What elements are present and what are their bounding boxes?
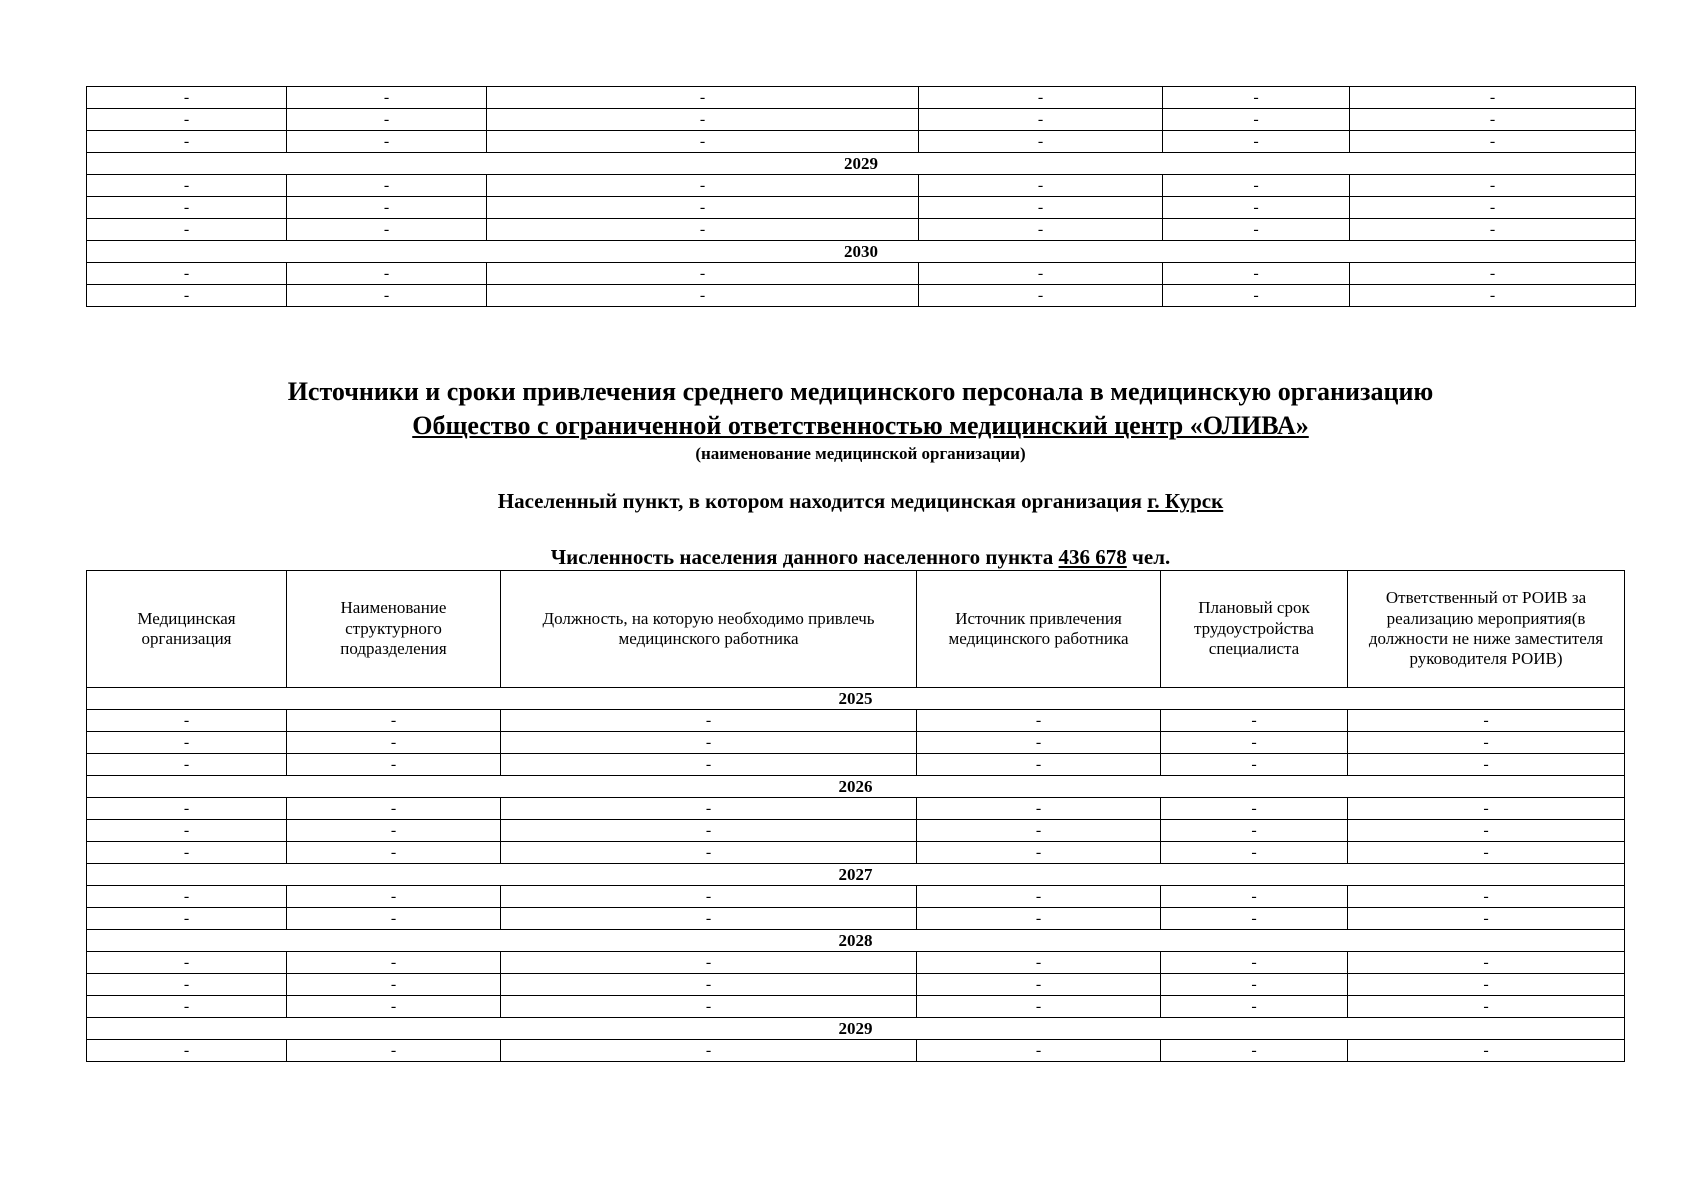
table-cell: - bbox=[1348, 1040, 1625, 1062]
table-cell: - bbox=[1161, 842, 1348, 864]
table-cell: - bbox=[501, 842, 917, 864]
table-cell: - bbox=[287, 87, 487, 109]
table-cell: - bbox=[917, 996, 1161, 1018]
table-row bbox=[87, 263, 1636, 285]
table-cell: - bbox=[87, 996, 287, 1018]
table-cell: - bbox=[917, 886, 1161, 908]
table-cell: - bbox=[287, 974, 501, 996]
table-cell: - bbox=[487, 219, 919, 241]
table-cell: - bbox=[501, 754, 917, 776]
year-label: 2026 bbox=[87, 776, 1625, 798]
table-cell: - bbox=[287, 754, 501, 776]
column-header-planned-date: Плановый срок трудоустройства специалиста bbox=[1161, 571, 1348, 688]
table-cell: - bbox=[287, 1040, 501, 1062]
table-cell: - bbox=[87, 1040, 287, 1062]
table-cell: - bbox=[287, 175, 487, 197]
table-cell: - bbox=[87, 798, 287, 820]
table-cell: - bbox=[501, 886, 917, 908]
table-cell: - bbox=[87, 285, 287, 307]
table-cell: - bbox=[87, 952, 287, 974]
table-row bbox=[87, 732, 1625, 754]
table-row bbox=[87, 109, 1636, 131]
table-cell: - bbox=[87, 732, 287, 754]
table-cell: - bbox=[919, 131, 1163, 153]
table-cell: - bbox=[919, 109, 1163, 131]
table-cell: - bbox=[287, 798, 501, 820]
table-cell: - bbox=[1350, 263, 1636, 285]
table-cell: - bbox=[287, 886, 501, 908]
column-header-subdivision: Наименование структурного подразделения bbox=[287, 571, 501, 688]
year-row bbox=[87, 241, 1636, 263]
organization-name: Общество с ограниченной ответственностью медицинский центр «ОЛИВА» bbox=[412, 411, 1309, 440]
table-cell: - bbox=[87, 908, 287, 930]
table-cell: - bbox=[1348, 710, 1625, 732]
table-row bbox=[87, 952, 1625, 974]
table-row bbox=[87, 710, 1625, 732]
year-label: 2029 bbox=[87, 153, 1636, 175]
locality-line bbox=[86, 489, 1635, 514]
table-cell: - bbox=[487, 197, 919, 219]
table-cell: - bbox=[87, 131, 287, 153]
table-cell: - bbox=[1161, 798, 1348, 820]
table-cell: - bbox=[1350, 285, 1636, 307]
table-cell: - bbox=[501, 908, 917, 930]
staffing-plan-table bbox=[86, 570, 1625, 1062]
table-cell: - bbox=[87, 197, 287, 219]
year-row bbox=[87, 1018, 1625, 1040]
table-cell: - bbox=[917, 710, 1161, 732]
table-cell: - bbox=[501, 798, 917, 820]
table-cell: - bbox=[1161, 908, 1348, 930]
table-cell: - bbox=[917, 974, 1161, 996]
year-label: 2030 bbox=[87, 241, 1636, 263]
table-cell: - bbox=[87, 219, 287, 241]
year-label: 2025 bbox=[87, 688, 1625, 710]
table-row bbox=[87, 842, 1625, 864]
year-row bbox=[87, 776, 1625, 798]
population-line bbox=[86, 545, 1635, 570]
table-cell: - bbox=[1350, 131, 1636, 153]
population-label: Численность населения данного населенного пункта bbox=[550, 545, 1059, 569]
table-cell: - bbox=[917, 842, 1161, 864]
table-row bbox=[87, 908, 1625, 930]
table-cell: - bbox=[487, 263, 919, 285]
table-cell: - bbox=[501, 710, 917, 732]
table-cell: - bbox=[1163, 131, 1350, 153]
table-cell: - bbox=[1163, 175, 1350, 197]
table-row bbox=[87, 996, 1625, 1018]
table-cell: - bbox=[87, 754, 287, 776]
table-cell: - bbox=[287, 109, 487, 131]
table-cell: - bbox=[1161, 710, 1348, 732]
table-cell: - bbox=[1348, 842, 1625, 864]
table-cell: - bbox=[287, 710, 501, 732]
table-cell: - bbox=[1348, 754, 1625, 776]
staffing-plan-table-body bbox=[87, 688, 1625, 1062]
table-cell: - bbox=[1348, 886, 1625, 908]
table-cell: - bbox=[87, 87, 287, 109]
table-header-row bbox=[87, 571, 1625, 688]
table-cell: - bbox=[1350, 87, 1636, 109]
table-row bbox=[87, 285, 1636, 307]
table-cell: - bbox=[87, 886, 287, 908]
table-cell: - bbox=[501, 974, 917, 996]
table-cell: - bbox=[1348, 996, 1625, 1018]
year-row bbox=[87, 153, 1636, 175]
table-cell: - bbox=[287, 732, 501, 754]
table-cell: - bbox=[1163, 109, 1350, 131]
table-row bbox=[87, 197, 1636, 219]
table-cell: - bbox=[1348, 820, 1625, 842]
table-cell: - bbox=[917, 952, 1161, 974]
table-cell: - bbox=[1163, 197, 1350, 219]
year-label: 2028 bbox=[87, 930, 1625, 952]
table-cell: - bbox=[917, 908, 1161, 930]
table-cell: - bbox=[501, 820, 917, 842]
table-cell: - bbox=[487, 87, 919, 109]
table-row bbox=[87, 754, 1625, 776]
column-header-responsible: Ответственный от РОИВ за реализацию мероприятия(в должности не ниже заместителя руководителя РОИВ) bbox=[1348, 571, 1625, 688]
table-cell: - bbox=[287, 197, 487, 219]
table-cell: - bbox=[1350, 219, 1636, 241]
table-cell: - bbox=[919, 175, 1163, 197]
locality-value: г. Курск bbox=[1147, 489, 1224, 513]
column-header-organization: Медицинская организация bbox=[87, 571, 287, 688]
document-title: Источники и сроки привлечения среднего медицинского персонала в медицинскую организацию bbox=[287, 377, 1434, 406]
year-label: 2027 bbox=[87, 864, 1625, 886]
table-cell: - bbox=[287, 285, 487, 307]
year-label: 2029 bbox=[87, 1018, 1625, 1040]
table-cell: - bbox=[919, 285, 1163, 307]
table-cell: - bbox=[287, 219, 487, 241]
table-cell: - bbox=[917, 754, 1161, 776]
table-row bbox=[87, 175, 1636, 197]
table-cell: - bbox=[1350, 175, 1636, 197]
table-cell: - bbox=[917, 1040, 1161, 1062]
table-cell: - bbox=[501, 732, 917, 754]
table-cell: - bbox=[501, 996, 917, 1018]
table-cell: - bbox=[287, 908, 501, 930]
table-cell: - bbox=[919, 263, 1163, 285]
table-cell: - bbox=[919, 87, 1163, 109]
table-cell: - bbox=[1163, 219, 1350, 241]
organization-caption: (наименование медицинской организации) bbox=[695, 444, 1026, 463]
table-cell: - bbox=[287, 952, 501, 974]
table-cell: - bbox=[287, 131, 487, 153]
table-cell: - bbox=[287, 263, 487, 285]
table-row bbox=[87, 131, 1636, 153]
table-cell: - bbox=[1348, 952, 1625, 974]
locality-label: Населенный пункт, в котором находится медицинская организация bbox=[497, 489, 1148, 513]
table-cell: - bbox=[1161, 974, 1348, 996]
table-cell: - bbox=[87, 109, 287, 131]
table-cell: - bbox=[1163, 87, 1350, 109]
table-cell: - bbox=[87, 842, 287, 864]
table-row bbox=[87, 1040, 1625, 1062]
table-cell: - bbox=[487, 131, 919, 153]
table-cell: - bbox=[917, 798, 1161, 820]
table-cell: - bbox=[1161, 996, 1348, 1018]
column-header-position: Должность, на которую необходимо привлечь медицинского работника bbox=[501, 571, 917, 688]
population-unit: чел. bbox=[1126, 545, 1171, 569]
table-cell: - bbox=[1161, 732, 1348, 754]
table-cell: - bbox=[87, 710, 287, 732]
table-row bbox=[87, 219, 1636, 241]
table-cell: - bbox=[87, 820, 287, 842]
table-cell: - bbox=[287, 996, 501, 1018]
table-cell: - bbox=[1350, 109, 1636, 131]
table-cell: - bbox=[1348, 974, 1625, 996]
population-value: 436 678 bbox=[1058, 545, 1127, 569]
table-cell: - bbox=[287, 820, 501, 842]
table-cell: - bbox=[87, 974, 287, 996]
table-row bbox=[87, 820, 1625, 842]
table-cell: - bbox=[1161, 820, 1348, 842]
table-cell: - bbox=[1161, 886, 1348, 908]
table-cell: - bbox=[1350, 197, 1636, 219]
continuation-table-body bbox=[87, 87, 1636, 307]
table-cell: - bbox=[1348, 908, 1625, 930]
table-cell: - bbox=[501, 1040, 917, 1062]
table-cell: - bbox=[917, 820, 1161, 842]
table-cell: - bbox=[917, 732, 1161, 754]
table-cell: - bbox=[487, 109, 919, 131]
year-row bbox=[87, 864, 1625, 886]
table-cell: - bbox=[487, 175, 919, 197]
table-cell: - bbox=[1348, 798, 1625, 820]
table-cell: - bbox=[501, 952, 917, 974]
table-cell: - bbox=[1163, 285, 1350, 307]
table-cell: - bbox=[287, 842, 501, 864]
table-cell: - bbox=[919, 197, 1163, 219]
table-row bbox=[87, 87, 1636, 109]
table-row bbox=[87, 798, 1625, 820]
table-cell: - bbox=[487, 285, 919, 307]
table-cell: - bbox=[919, 219, 1163, 241]
table-cell: - bbox=[1163, 263, 1350, 285]
table-cell: - bbox=[1161, 754, 1348, 776]
year-row bbox=[87, 688, 1625, 710]
table-cell: - bbox=[1348, 732, 1625, 754]
table-cell: - bbox=[87, 263, 287, 285]
table-row bbox=[87, 974, 1625, 996]
column-header-source: Источник привлечения медицинского работника bbox=[917, 571, 1161, 688]
year-row bbox=[87, 930, 1625, 952]
table-cell: - bbox=[1161, 952, 1348, 974]
table-row bbox=[87, 886, 1625, 908]
continuation-table bbox=[86, 86, 1636, 307]
table-cell: - bbox=[87, 175, 287, 197]
table-cell: - bbox=[1161, 1040, 1348, 1062]
